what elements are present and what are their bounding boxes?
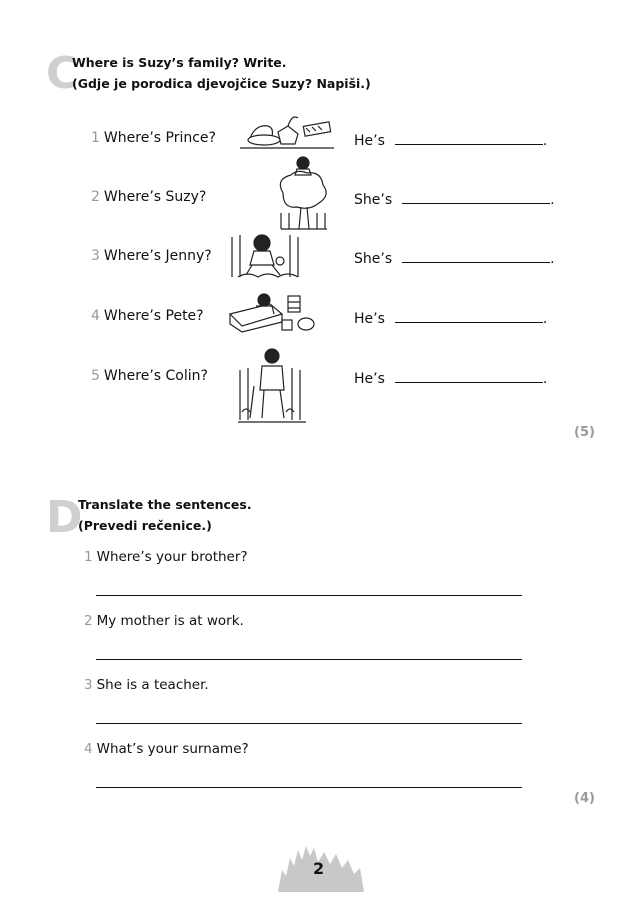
translate-answer-line-3[interactable] [96, 723, 522, 724]
question-c-2: 2 Where’s Suzy? [91, 189, 207, 205]
man-in-garden-picture [236, 346, 308, 426]
answer-blank-c-1[interactable] [395, 130, 543, 145]
translate-answer-line-1[interactable] [96, 595, 522, 596]
translate-item-1: 1 Where’s your brother? [84, 549, 248, 565]
answer-blank-c-4[interactable] [395, 308, 543, 323]
translate-item-4: 4 What’s your surname? [84, 741, 249, 757]
section-c-instruction-hr: (Gdje je porodica djevojčice Suzy? Napiši.) [72, 76, 371, 91]
answer-blank-c-3[interactable] [402, 248, 550, 263]
section-d-instruction [78, 494, 252, 536]
translate-answer-line-4[interactable] [96, 787, 522, 788]
dog-in-kitchen-picture [238, 110, 336, 152]
section-d-instruction-hr: (Prevedi rečenice.) [78, 518, 212, 533]
answer-c-1: He’s . [354, 130, 547, 149]
translate-item-2: 2 My mother is at work. [84, 613, 244, 629]
page-number: 2 [313, 859, 325, 878]
question-c-1: 1 Where’s Prince? [91, 130, 216, 146]
question-c-3: 3 Where’s Jenny? [91, 248, 212, 264]
section-c-letter: C [46, 48, 79, 99]
translate-answer-line-2[interactable] [96, 659, 522, 660]
question-c-5: 5 Where’s Colin? [91, 368, 208, 384]
section-d-letter: D [46, 492, 83, 543]
section-c-instruction-en: Where is Suzy’s family? Write. [72, 55, 287, 70]
question-c-4: 4 Where’s Pete? [91, 308, 204, 324]
answer-blank-c-2[interactable] [402, 189, 550, 204]
section-c-score: (5) [574, 425, 595, 440]
answer-c-3: She’s . [354, 248, 555, 267]
section-d-score: (4) [574, 791, 595, 806]
boy-in-bedroom-picture [226, 290, 316, 336]
girl-in-tree-picture [275, 155, 331, 233]
section-c-instruction [72, 52, 371, 94]
answer-c-2: She’s . [354, 189, 555, 208]
girl-in-garden-picture [230, 231, 302, 281]
section-d-instruction-en: Translate the sentences. [78, 497, 252, 512]
translate-item-3: 3 She is a teacher. [84, 677, 209, 693]
answer-c-5: He’s . [354, 368, 547, 387]
answer-c-4: He’s . [354, 308, 547, 327]
answer-blank-c-5[interactable] [395, 368, 543, 383]
